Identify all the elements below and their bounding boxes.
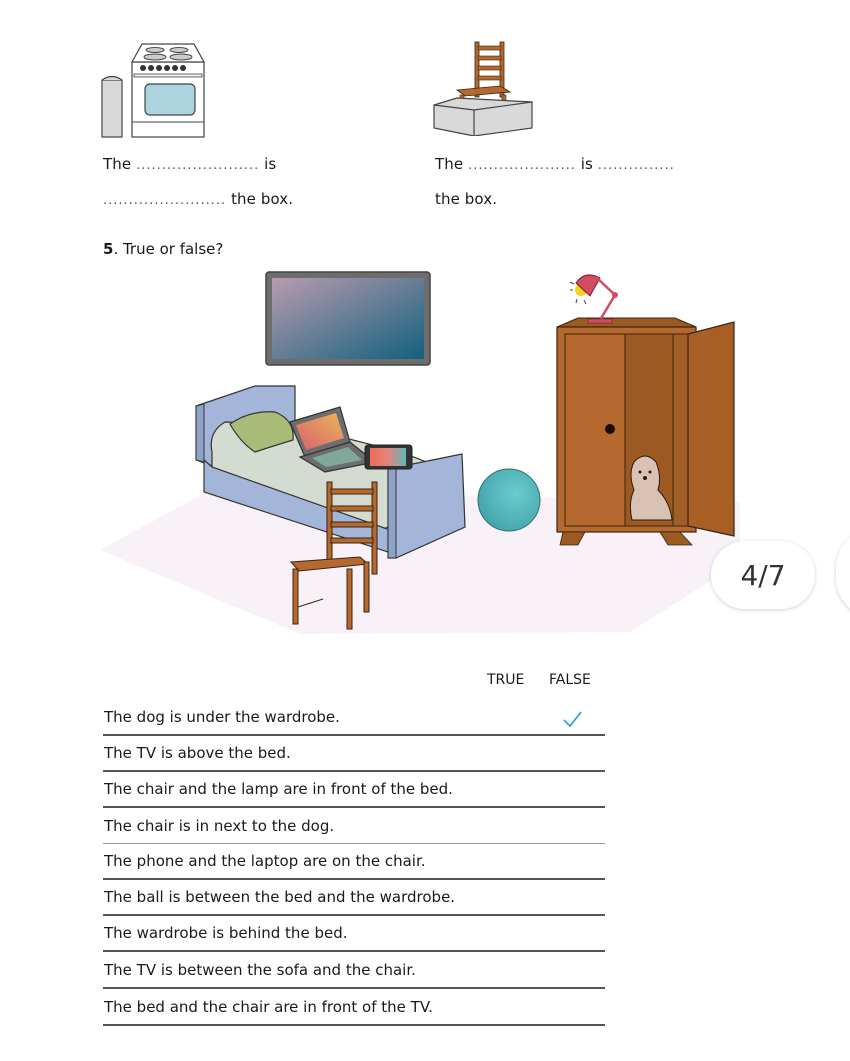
statement-text: The chair is in next to the dog. <box>104 817 335 835</box>
statement-text: The TV is above the bed. <box>104 744 291 762</box>
word-the: The <box>103 155 132 173</box>
phone-icon <box>365 445 412 469</box>
sentence-end: the box. <box>231 190 294 208</box>
statement-text: The phone and the laptop are on the chair. <box>104 852 426 870</box>
statement-text: The TV is between the sofa and the chair. <box>104 961 416 979</box>
chair-in-box-illustration <box>432 40 538 136</box>
statement-row <box>103 736 605 772</box>
statement-text: The chair and the lamp are in front of the bed. <box>104 780 453 798</box>
statement-text: The bed and the chair are in front of the TV. <box>104 998 433 1016</box>
word-is: is <box>264 155 277 173</box>
lamp-icon <box>570 275 618 323</box>
sentence-right-line2 <box>435 190 497 208</box>
statement-text: The wardrobe is behind the bed. <box>104 924 348 942</box>
exercise-5-heading <box>103 240 223 258</box>
sentence-left-line1 <box>103 155 276 173</box>
blank-answer-field[interactable]: ............... <box>597 158 675 173</box>
sentence-left-line2 <box>103 190 293 208</box>
statement-text: The ball is between the bed and the wardrobe. <box>104 888 456 906</box>
word-the: The <box>435 155 464 173</box>
exercise-title: . True or false? <box>113 240 224 258</box>
column-header-true: TRUE <box>487 672 525 688</box>
stove-next-to-box-illustration <box>100 40 210 140</box>
statement-row <box>103 990 605 1026</box>
statement-row <box>103 772 605 808</box>
word-is: is <box>580 155 593 173</box>
next-page-button[interactable] <box>836 528 850 618</box>
statement-row <box>103 808 605 844</box>
sentence-right-line1 <box>435 155 675 173</box>
column-header-false: FALSE <box>549 672 591 688</box>
blank-answer-field[interactable]: ........................ <box>136 158 260 173</box>
statement-row <box>103 700 605 736</box>
ball-icon <box>478 469 540 531</box>
box-shape <box>102 80 122 137</box>
tv-icon <box>266 272 430 365</box>
checkmark-icon[interactable] <box>561 708 583 730</box>
bedroom-scene-illustration <box>100 262 760 637</box>
statement-row <box>103 953 605 989</box>
statement-row <box>103 916 605 952</box>
statement-row <box>103 880 605 916</box>
exercise-number: 5 <box>103 240 114 258</box>
blank-answer-field[interactable]: ........................ <box>103 193 227 208</box>
statement-text: The dog is under the wardrobe. <box>104 708 340 726</box>
sentence-end: the box. <box>435 190 498 208</box>
page-indicator: 4/7 <box>711 541 815 609</box>
statement-row <box>103 844 605 880</box>
blank-answer-field[interactable]: ..................... <box>468 158 576 173</box>
